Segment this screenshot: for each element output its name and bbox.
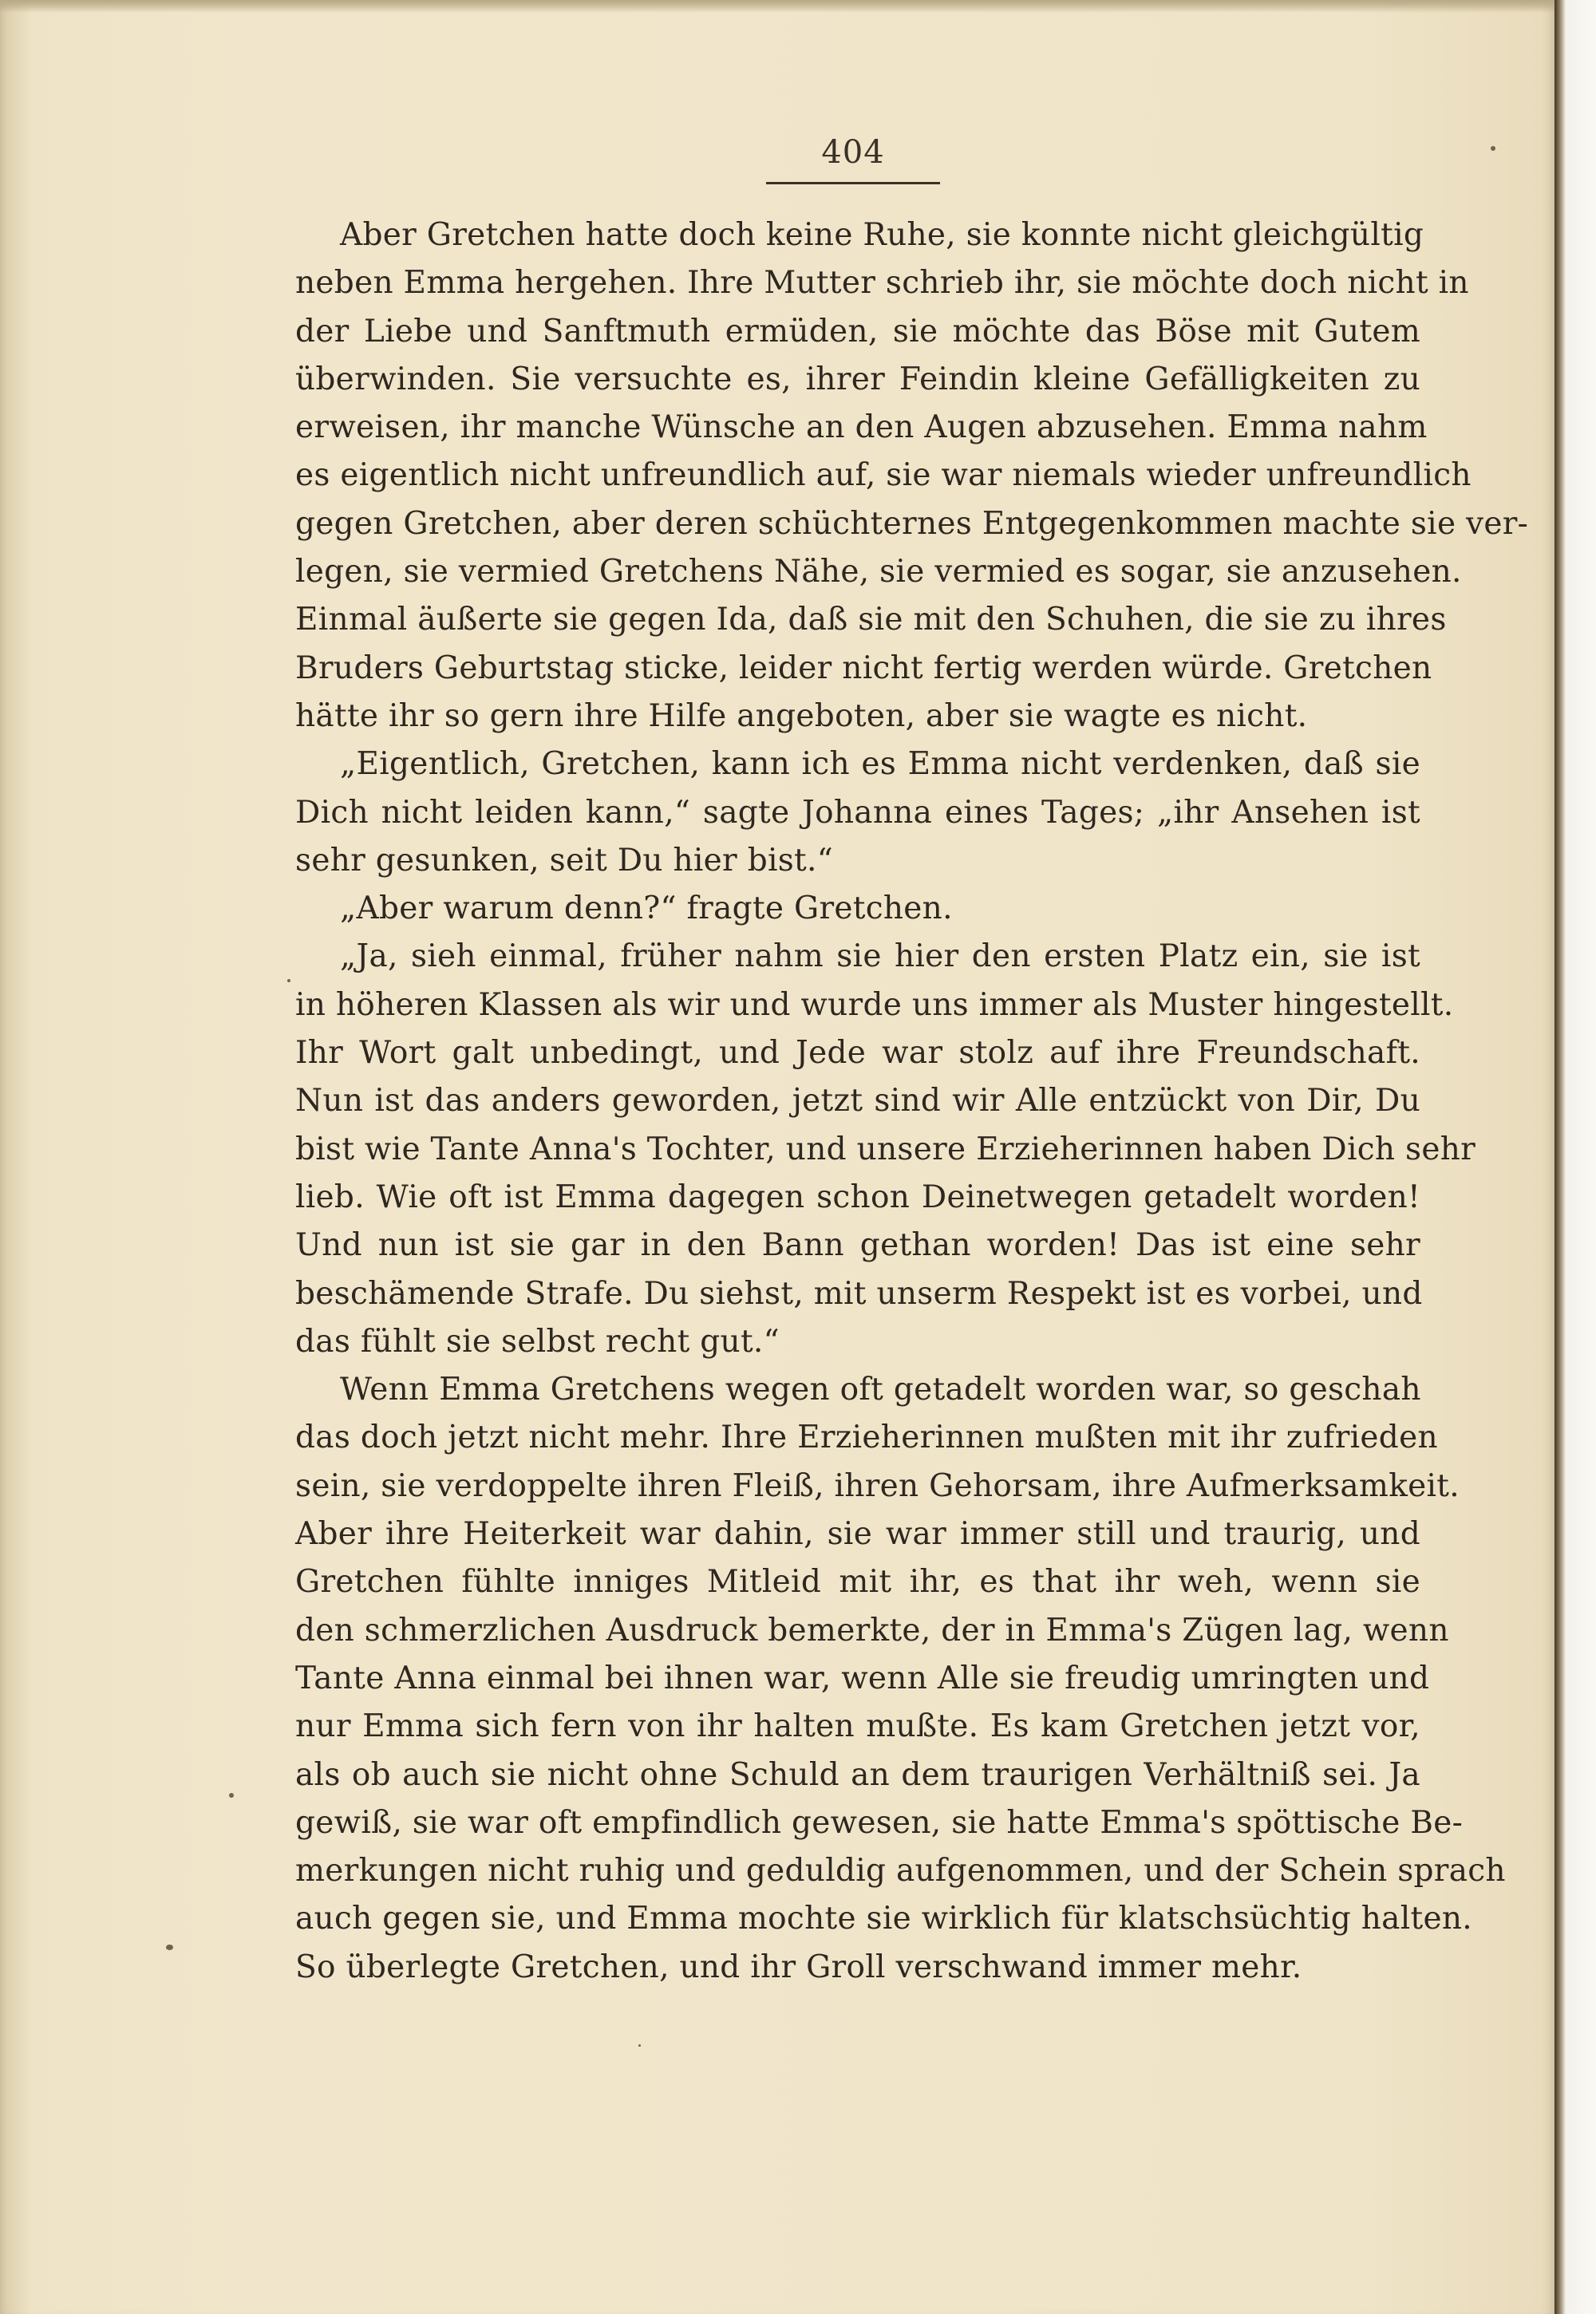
text-line: bist wie Tante Anna's Tochter, und unsere Erzieherinnen haben Dich sehr xyxy=(295,1131,1476,1167)
text-line: Nun ist das anders geworden, jetzt sind wir Alle entzückt von Dir, Du xyxy=(295,1083,1420,1119)
text-line: lieb. Wie oft ist Emma dagegen schon Deinetwegen getadelt worden! xyxy=(295,1179,1420,1215)
paper-speck xyxy=(1491,146,1495,151)
text-line: Bruders Geburtstag sticke, leider nicht fertig werden würde. Gretchen xyxy=(295,650,1432,686)
text-line: legen, sie vermied Gretchens Nähe, sie vermied es sogar, sie anzusehen. xyxy=(295,554,1462,590)
body-text xyxy=(295,211,1529,1992)
text-line: Und nun ist sie gar in den Bann gethan worden! Das ist eine sehr xyxy=(295,1227,1420,1264)
paper-speck xyxy=(166,1945,173,1950)
text-line: den schmerzlichen Ausdruck bemerkte, der in Emma's Zügen lag, wenn xyxy=(295,1612,1449,1649)
text-line: das doch jetzt nicht mehr. Ihre Erzieherinnen mußten mit ihr zufrieden xyxy=(295,1420,1438,1456)
page-number-rule xyxy=(766,182,940,184)
text-line: Wenn Emma Gretchens wegen oft getadelt worden war, so geschah xyxy=(340,1372,1421,1408)
text-line: beschämende Strafe. Du siehst, mit unserm Respekt ist es vorbei, und xyxy=(295,1275,1423,1312)
text-line: Gretchen fühlte inniges Mitleid mit ihr, es that ihr weh, wenn sie xyxy=(295,1564,1420,1601)
text-line: sehr gesunken, seit Du hier bist.“ xyxy=(295,842,833,879)
text-line: „Aber warum denn?“ fragte Gretchen. xyxy=(340,890,953,927)
paper-speck xyxy=(287,979,290,982)
page-number: 404 xyxy=(821,134,885,171)
paper-speck xyxy=(229,1793,234,1798)
paper-speck xyxy=(638,2044,641,2047)
text-line: auch gegen sie, und Emma mochte sie wirklich für klatschsüchtig halten. xyxy=(295,1901,1472,1937)
text-line: Aber Gretchen hatte doch keine Ruhe, sie konnte nicht gleichgültig xyxy=(340,217,1424,253)
text-line: Ihr Wort galt unbedingt, und Jede war stolz auf ihre Freundschaft. xyxy=(295,1035,1420,1072)
text-line: Dich nicht leiden kann,“ sagte Johanna eines Tages; „ihr Ansehen ist xyxy=(295,794,1420,831)
text-line: der Liebe und Sanftmuth ermüden, sie möchte das Böse mit Gutem xyxy=(295,313,1420,349)
text-line: nur Emma sich fern von ihr halten mußte. Es kam Gretchen jetzt vor, xyxy=(295,1708,1420,1745)
text-line: das fühlt sie selbst recht gut.“ xyxy=(295,1323,780,1360)
text-line: als ob auch sie nicht ohne Schuld an dem traurigen Verhältniß sei. Ja xyxy=(295,1756,1420,1793)
text-line: So überlegte Gretchen, und ihr Groll verschwand immer mehr. xyxy=(295,1949,1302,1985)
adjacent-page-edge xyxy=(1555,0,1596,2314)
text-line: merkungen nicht ruhig und geduldig aufgenommen, und der Schein sprach xyxy=(295,1853,1506,1890)
text-line: gewiß, sie war oft empfindlich gewesen, sie hatte Emma's spöttische Be- xyxy=(295,1804,1464,1841)
text-line: gegen Gretchen, aber deren schüchternes Entgegenkommen machte sie ver- xyxy=(295,505,1529,542)
text-line: „Ja, sieh einmal, früher nahm sie hier den ersten Platz ein, sie ist xyxy=(340,938,1420,975)
text-line: sein, sie verdoppelte ihren Fleiß, ihren Gehorsam, ihre Aufmerksamkeit. xyxy=(295,1467,1460,1504)
text-line: es eigentlich nicht unfreundlich auf, sie war niemals wieder unfreundlich xyxy=(295,457,1472,494)
page-top-shadow xyxy=(0,0,1555,13)
text-line: überwinden. Sie versuchte es, ihrer Feindin kleine Gefälligkeiten zu xyxy=(295,361,1420,397)
text-line: in höheren Klassen als wir und wurde uns immer als Muster hingestellt. xyxy=(295,986,1454,1023)
text-line: erweisen, ihr manche Wünsche an den Augen abzusehen. Emma nahm xyxy=(295,409,1428,446)
text-line: Tante Anna einmal bei ihnen war, wenn Alle sie freudig umringten und xyxy=(295,1660,1430,1696)
text-line: Aber ihre Heiterkeit war dahin, sie war immer still und traurig, und xyxy=(295,1516,1420,1553)
text-line: „Eigentlich, Gretchen, kann ich es Emma nicht verdenken, daß sie xyxy=(340,746,1420,783)
text-line: Einmal äußerte sie gegen Ida, daß sie mit den Schuhen, die sie zu ihres xyxy=(295,602,1447,638)
text-line: hätte ihr so gern ihre Hilfe angeboten, aber sie wagte es nicht. xyxy=(295,697,1308,734)
text-line: neben Emma hergehen. Ihre Mutter schrieb ihr, sie möchte doch nicht in xyxy=(295,265,1469,302)
